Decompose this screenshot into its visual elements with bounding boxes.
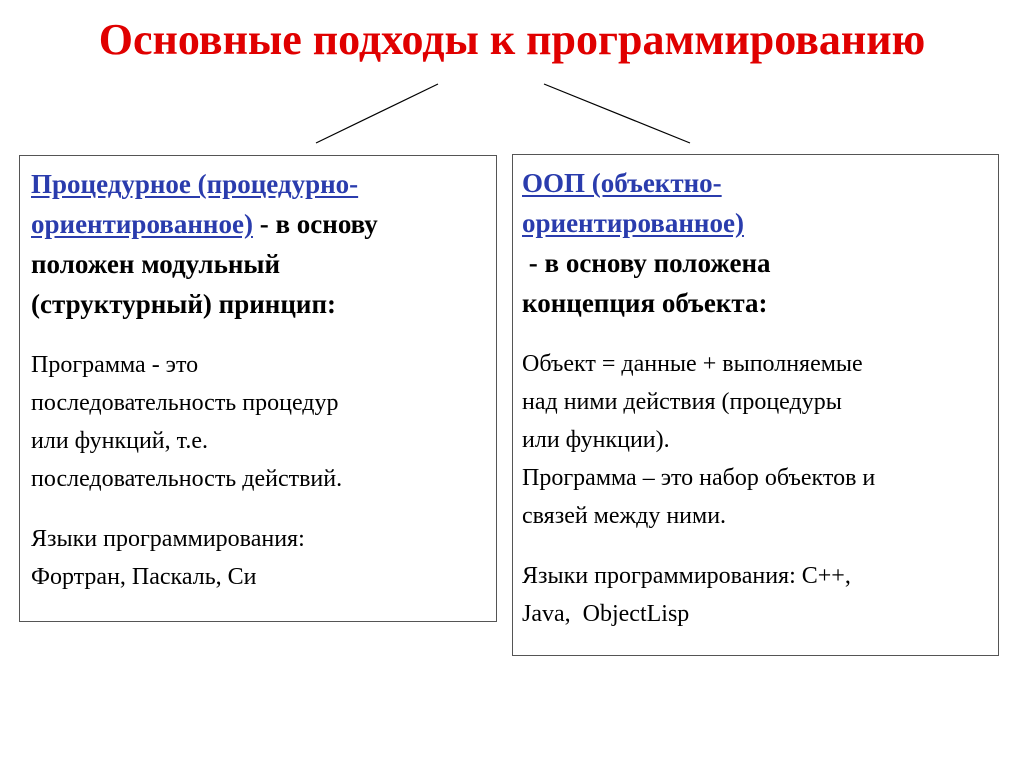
procedural-heading-line4: (структурный) принцип: xyxy=(31,289,336,319)
procedural-desc-line4: последовательность действий. xyxy=(31,466,343,492)
procedural-desc-line3: или функций, т.е. xyxy=(31,428,208,454)
procedural-link-line2[interactable]: ориентированное) xyxy=(31,209,253,239)
oop-languages-line2: Java, ObjectLisp xyxy=(522,601,690,627)
oop-languages-line1: Языки программирования: С++, xyxy=(522,563,851,589)
oop-desc-line4: Программа – это набор объектов и xyxy=(522,465,876,491)
oop-heading xyxy=(522,163,998,323)
connector-line-left xyxy=(316,84,438,143)
procedural-languages xyxy=(31,520,496,596)
oop-heading-line4: концепция объекта: xyxy=(522,288,768,318)
procedural-description xyxy=(31,346,496,498)
oop-link-line2[interactable]: ориентированное) xyxy=(522,208,744,238)
oop-desc-line1: Объект = данные + выполняемые xyxy=(522,351,863,377)
connector-line-right xyxy=(544,84,690,143)
procedural-link-line1[interactable]: Процедурное (процедурно- xyxy=(31,169,359,199)
procedural-heading-line3: положен модульный xyxy=(31,249,281,279)
oop-languages xyxy=(522,557,998,633)
procedural-desc-line1: Программа - это xyxy=(31,352,199,378)
procedural-heading xyxy=(31,164,496,324)
oop-approach-box xyxy=(512,154,999,656)
procedural-desc-line2: последовательность процедур xyxy=(31,390,339,416)
oop-link-line1[interactable]: ООП (объектно- xyxy=(522,168,722,198)
procedural-languages-line1: Языки программирования: xyxy=(31,526,305,552)
procedural-languages-line2: Фортран, Паскаль, Си xyxy=(31,564,257,590)
oop-desc-line2: над ними действия (процедуры xyxy=(522,389,842,415)
procedural-heading-rest: - в основу xyxy=(252,209,378,239)
oop-desc-line3: или функции). xyxy=(522,427,670,453)
oop-desc-line5: связей между ними. xyxy=(522,503,727,529)
slide-title: Основные подходы к программированию xyxy=(98,15,926,64)
procedural-approach-box xyxy=(19,155,497,622)
oop-heading-line3: - в основу положена xyxy=(522,248,771,278)
oop-description xyxy=(522,345,998,535)
